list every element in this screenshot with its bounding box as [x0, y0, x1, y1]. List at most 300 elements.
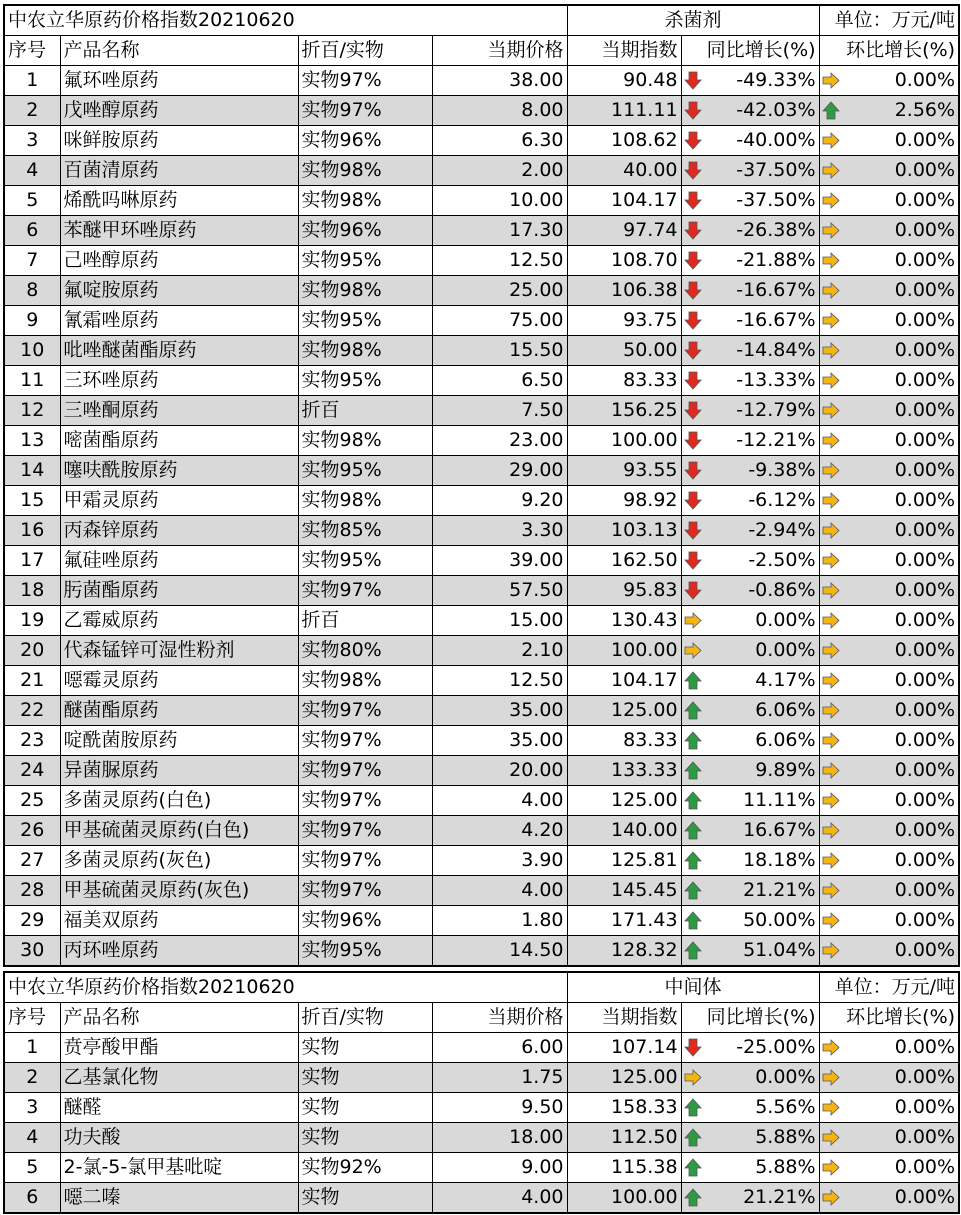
arrow-flat-icon [822, 851, 840, 870]
mom-value: 0.00% [894, 399, 956, 421]
cell-spec: 实物96% [298, 126, 432, 156]
cell-no: 17 [4, 546, 60, 576]
arrow-up-icon [684, 701, 702, 720]
mom-value: 0.00% [894, 939, 956, 961]
cell-spec: 实物97% [298, 726, 432, 756]
yoy-value: -26.38% [736, 219, 816, 241]
arrow-down-icon [684, 251, 702, 270]
cell-spec: 实物98% [298, 336, 432, 366]
table-row [4, 726, 959, 756]
cell-mom [819, 636, 959, 666]
cell-mom [819, 576, 959, 606]
table-row [4, 1093, 959, 1123]
mom-value: 0.00% [894, 879, 956, 901]
cell-index: 111.11 [567, 96, 681, 126]
cell-price: 25.00 [432, 276, 567, 306]
cell-index: 95.83 [567, 576, 681, 606]
arrow-down-icon [684, 131, 702, 150]
cell-spec: 折百 [298, 606, 432, 636]
arrow-flat-icon [822, 701, 840, 720]
mom-value: 0.00% [894, 549, 956, 571]
cell-mom [819, 1123, 959, 1153]
arrow-flat-icon [822, 551, 840, 570]
yoy-value: 51.04% [743, 939, 816, 961]
table-row [4, 1063, 959, 1093]
cell-index: 125.81 [567, 846, 681, 876]
mom-value: 0.00% [894, 69, 956, 91]
cell-index: 171.43 [567, 906, 681, 936]
cell-no: 19 [4, 606, 60, 636]
cell-mom [819, 1093, 959, 1123]
table-row [4, 66, 959, 96]
cell-name: 乙基氯化物 [60, 1063, 298, 1093]
cell-yoy [681, 936, 819, 967]
table-row [4, 1183, 959, 1214]
arrow-flat-icon [822, 581, 840, 600]
cell-yoy [681, 906, 819, 936]
arrow-flat-icon [822, 251, 840, 270]
cell-index: 128.32 [567, 936, 681, 967]
arrow-flat-icon [822, 731, 840, 750]
arrow-flat-icon [822, 1128, 840, 1147]
table-unit: 单位：万元/吨 [819, 972, 959, 1003]
yoy-value: -0.86% [748, 579, 816, 601]
mom-value: 0.00% [894, 429, 956, 451]
table-row [4, 666, 959, 696]
yoy-value: -37.50% [736, 159, 816, 181]
arrow-flat-icon [822, 821, 840, 840]
mom-value: 0.00% [894, 369, 956, 391]
cell-spec: 实物97% [298, 696, 432, 726]
arrow-down-icon [684, 71, 702, 90]
intermediate-price-table [3, 971, 960, 1214]
arrow-flat-icon [822, 1038, 840, 1057]
cell-mom [819, 456, 959, 486]
arrow-flat-icon [822, 461, 840, 480]
table-title: 中农立华原药价格指数20210620 [4, 972, 567, 1003]
table-row [4, 126, 959, 156]
cell-mom [819, 846, 959, 876]
cell-price: 20.00 [432, 756, 567, 786]
cell-index: 130.43 [567, 606, 681, 636]
cell-price: 23.00 [432, 426, 567, 456]
yoy-value: -2.94% [748, 519, 816, 541]
cell-name: 醚菌酯原药 [60, 696, 298, 726]
cell-name: 嘧菌酯原药 [60, 426, 298, 456]
yoy-value: -12.79% [736, 399, 816, 421]
cell-no: 5 [4, 186, 60, 216]
mom-value: 0.00% [894, 519, 956, 541]
table-row [4, 156, 959, 186]
table-body [4, 1033, 959, 1214]
cell-name: 甲基硫菌灵原药(灰色) [60, 876, 298, 906]
cell-price: 14.50 [432, 936, 567, 967]
cell-yoy [681, 1033, 819, 1063]
cell-yoy [681, 696, 819, 726]
header-index: 当期指数 [567, 36, 681, 66]
cell-yoy [681, 516, 819, 546]
mom-value: 0.00% [894, 849, 956, 871]
cell-price: 3.30 [432, 516, 567, 546]
cell-yoy [681, 726, 819, 756]
cell-price: 17.30 [432, 216, 567, 246]
cell-no: 5 [4, 1153, 60, 1183]
cell-price: 4.00 [432, 1183, 567, 1214]
cell-name: 百菌清原药 [60, 156, 298, 186]
cell-spec: 实物 [298, 1093, 432, 1123]
cell-yoy [681, 666, 819, 696]
table-row [4, 816, 959, 846]
cell-no: 14 [4, 456, 60, 486]
mom-value: 2.56% [894, 99, 956, 121]
cell-no: 10 [4, 336, 60, 366]
yoy-value: 9.89% [755, 759, 816, 781]
yoy-value: 50.00% [743, 909, 816, 931]
cell-spec: 实物98% [298, 486, 432, 516]
cell-no: 27 [4, 846, 60, 876]
cell-price: 2.00 [432, 156, 567, 186]
cell-price: 3.90 [432, 846, 567, 876]
cell-mom [819, 1033, 959, 1063]
cell-no: 24 [4, 756, 60, 786]
table-row [4, 246, 959, 276]
mom-value: 0.00% [894, 669, 956, 691]
cell-yoy [681, 396, 819, 426]
cell-spec: 实物85% [298, 516, 432, 546]
cell-no: 25 [4, 786, 60, 816]
mom-value: 0.00% [894, 579, 956, 601]
table-row [4, 786, 959, 816]
cell-spec: 实物 [298, 1033, 432, 1063]
cell-name: 己唑醇原药 [60, 246, 298, 276]
cell-no: 6 [4, 1183, 60, 1214]
cell-spec: 实物95% [298, 246, 432, 276]
cell-price: 35.00 [432, 696, 567, 726]
cell-yoy [681, 1093, 819, 1123]
yoy-value: 21.21% [743, 879, 816, 901]
cell-yoy [681, 276, 819, 306]
arrow-flat-icon [822, 1098, 840, 1117]
table-row [4, 516, 959, 546]
cell-no: 23 [4, 726, 60, 756]
table-row [4, 1033, 959, 1063]
mom-value: 0.00% [894, 1126, 956, 1148]
cell-name: 三唑酮原药 [60, 396, 298, 426]
cell-spec: 实物98% [298, 276, 432, 306]
arrow-flat-icon [822, 401, 840, 420]
arrow-down-icon [684, 1038, 702, 1057]
cell-index: 158.33 [567, 1093, 681, 1123]
cell-no: 21 [4, 666, 60, 696]
cell-mom [819, 756, 959, 786]
mom-value: 0.00% [894, 279, 956, 301]
cell-no: 15 [4, 486, 60, 516]
arrow-up-icon [684, 761, 702, 780]
cell-name: 氟硅唑原药 [60, 546, 298, 576]
arrow-up-icon [684, 1188, 702, 1207]
cell-yoy [681, 636, 819, 666]
cell-yoy [681, 336, 819, 366]
table-title: 中农立华原药价格指数20210620 [4, 5, 567, 36]
mom-value: 0.00% [894, 459, 956, 481]
arrow-flat-icon [822, 791, 840, 810]
cell-spec: 实物96% [298, 216, 432, 246]
cell-name: 贲亭酸甲酯 [60, 1033, 298, 1063]
cell-yoy [681, 186, 819, 216]
header-spec: 折百/实物 [298, 1003, 432, 1033]
cell-price: 10.00 [432, 186, 567, 216]
cell-spec: 实物95% [298, 456, 432, 486]
mom-value: 0.00% [894, 1156, 956, 1178]
yoy-value: -37.50% [736, 189, 816, 211]
cell-price: 9.20 [432, 486, 567, 516]
arrow-flat-icon [822, 941, 840, 960]
arrow-flat-icon [822, 1158, 840, 1177]
cell-name: 福美双原药 [60, 906, 298, 936]
cell-mom [819, 906, 959, 936]
mom-value: 0.00% [894, 639, 956, 661]
cell-spec: 实物97% [298, 876, 432, 906]
cell-spec: 实物98% [298, 156, 432, 186]
mom-value: 0.00% [894, 189, 956, 211]
column-header-row [4, 1003, 959, 1033]
cell-price: 6.30 [432, 126, 567, 156]
cell-index: 104.17 [567, 666, 681, 696]
arrow-down-icon [684, 281, 702, 300]
cell-yoy [681, 576, 819, 606]
cell-no: 22 [4, 696, 60, 726]
cell-name: 丙森锌原药 [60, 516, 298, 546]
yoy-value: -16.67% [736, 309, 816, 331]
cell-name: 氟环唑原药 [60, 66, 298, 96]
cell-name: 啶酰菌胺原药 [60, 726, 298, 756]
cell-name: 吡唑醚菌酯原药 [60, 336, 298, 366]
arrow-flat-icon [822, 491, 840, 510]
cell-mom [819, 366, 959, 396]
table-row [4, 426, 959, 456]
yoy-value: 0.00% [755, 609, 816, 631]
table-row [4, 276, 959, 306]
cell-mom [819, 486, 959, 516]
cell-index: 106.38 [567, 276, 681, 306]
header-name: 产品名称 [60, 1003, 298, 1033]
arrow-flat-icon [822, 431, 840, 450]
mom-value: 0.00% [894, 489, 956, 511]
cell-price: 35.00 [432, 726, 567, 756]
header-mom: 环比增长(%) [819, 1003, 959, 1033]
table-unit: 单位：万元/吨 [819, 5, 959, 36]
cell-index: 125.00 [567, 696, 681, 726]
cell-spec: 实物98% [298, 426, 432, 456]
cell-spec: 实物95% [298, 366, 432, 396]
yoy-value: -6.12% [748, 489, 816, 511]
cell-mom [819, 246, 959, 276]
cell-no: 20 [4, 636, 60, 666]
table-title-row [4, 972, 959, 1003]
cell-no: 8 [4, 276, 60, 306]
arrow-flat-icon [822, 611, 840, 630]
cell-name: 多菌灵原药(白色) [60, 786, 298, 816]
cell-name: 代森锰锌可湿性粉剂 [60, 636, 298, 666]
yoy-value: 5.56% [755, 1096, 816, 1118]
cell-name: 甲基硫菌灵原药(白色) [60, 816, 298, 846]
cell-no: 7 [4, 246, 60, 276]
arrow-up-icon [684, 911, 702, 930]
cell-mom [819, 156, 959, 186]
cell-mom [819, 666, 959, 696]
cell-name: 多菌灵原药(灰色) [60, 846, 298, 876]
arrow-flat-icon [822, 221, 840, 240]
cell-price: 29.00 [432, 456, 567, 486]
header-no: 序号 [4, 36, 60, 66]
cell-mom [819, 696, 959, 726]
cell-spec: 实物 [298, 1183, 432, 1214]
yoy-value: 21.21% [743, 1186, 816, 1208]
cell-yoy [681, 816, 819, 846]
cell-no: 4 [4, 1123, 60, 1153]
arrow-flat-icon [684, 611, 702, 630]
arrow-down-icon [684, 101, 702, 120]
cell-yoy [681, 216, 819, 246]
arrow-up-icon [684, 941, 702, 960]
cell-mom [819, 336, 959, 366]
cell-index: 140.00 [567, 816, 681, 846]
arrow-down-icon [684, 191, 702, 210]
cell-yoy [681, 1063, 819, 1093]
yoy-value: 11.11% [743, 789, 816, 811]
fungicide-price-table [3, 4, 960, 967]
arrow-up-icon [684, 881, 702, 900]
table-row [4, 906, 959, 936]
cell-price: 9.00 [432, 1153, 567, 1183]
table-row [4, 546, 959, 576]
table-title-row [4, 5, 959, 36]
cell-no: 4 [4, 156, 60, 186]
arrow-down-icon [684, 491, 702, 510]
cell-mom [819, 936, 959, 967]
cell-spec: 实物95% [298, 306, 432, 336]
cell-yoy [681, 756, 819, 786]
cell-no: 3 [4, 126, 60, 156]
cell-price: 4.00 [432, 876, 567, 906]
header-no: 序号 [4, 1003, 60, 1033]
mom-value: 0.00% [894, 129, 956, 151]
cell-no: 12 [4, 396, 60, 426]
cell-index: 97.74 [567, 216, 681, 246]
cell-mom [819, 396, 959, 426]
cell-spec: 实物98% [298, 666, 432, 696]
arrow-flat-icon [822, 341, 840, 360]
cell-yoy [681, 1153, 819, 1183]
cell-mom [819, 516, 959, 546]
cell-spec: 实物96% [298, 906, 432, 936]
cell-price: 2.10 [432, 636, 567, 666]
cell-index: 104.17 [567, 186, 681, 216]
cell-no: 13 [4, 426, 60, 456]
cell-mom [819, 66, 959, 96]
cell-price: 1.80 [432, 906, 567, 936]
cell-index: 107.14 [567, 1033, 681, 1063]
cell-mom [819, 216, 959, 246]
arrow-down-icon [684, 461, 702, 480]
cell-mom [819, 186, 959, 216]
cell-name: 异菌脲原药 [60, 756, 298, 786]
cell-name: 乙霉威原药 [60, 606, 298, 636]
cell-index: 50.00 [567, 336, 681, 366]
table-row [4, 606, 959, 636]
cell-no: 18 [4, 576, 60, 606]
table-row [4, 1123, 959, 1153]
mom-value: 0.00% [894, 699, 956, 721]
cell-price: 7.50 [432, 396, 567, 426]
cell-spec: 折百 [298, 396, 432, 426]
cell-index: 40.00 [567, 156, 681, 186]
cell-no: 3 [4, 1093, 60, 1123]
arrow-up-icon [684, 731, 702, 750]
cell-price: 6.50 [432, 366, 567, 396]
arrow-down-icon [684, 521, 702, 540]
mom-value: 0.00% [894, 309, 956, 331]
arrow-down-icon [684, 551, 702, 570]
table-row [4, 366, 959, 396]
cell-index: 108.70 [567, 246, 681, 276]
arrow-up-icon [684, 1158, 702, 1177]
cell-name: 2-氯-5-氯甲基吡啶 [60, 1153, 298, 1183]
cell-index: 125.00 [567, 1063, 681, 1093]
cell-index: 156.25 [567, 396, 681, 426]
cell-mom [819, 306, 959, 336]
mom-value: 0.00% [894, 759, 956, 781]
cell-price: 15.50 [432, 336, 567, 366]
mom-value: 0.00% [894, 1186, 956, 1208]
cell-no: 30 [4, 936, 60, 967]
yoy-value: -25.00% [736, 1036, 816, 1058]
arrow-down-icon [684, 311, 702, 330]
arrow-down-icon [684, 401, 702, 420]
arrow-up-icon [684, 1098, 702, 1117]
cell-yoy [681, 426, 819, 456]
cell-yoy [681, 306, 819, 336]
header-index: 当期指数 [567, 1003, 681, 1033]
cell-spec: 实物97% [298, 786, 432, 816]
arrow-flat-icon [684, 641, 702, 660]
arrow-flat-icon [822, 521, 840, 540]
yoy-value: -40.00% [736, 129, 816, 151]
cell-index: 93.55 [567, 456, 681, 486]
header-spec: 折百/实物 [298, 36, 432, 66]
cell-mom [819, 276, 959, 306]
cell-yoy [681, 246, 819, 276]
arrow-flat-icon [822, 71, 840, 90]
arrow-up-icon [684, 821, 702, 840]
table-body [4, 66, 959, 967]
mom-value: 0.00% [894, 339, 956, 361]
cell-no: 1 [4, 66, 60, 96]
cell-price: 39.00 [432, 546, 567, 576]
yoy-value: 6.06% [755, 699, 816, 721]
mom-value: 0.00% [894, 1036, 956, 1058]
arrow-flat-icon [822, 671, 840, 690]
cell-name: 咪鲜胺原药 [60, 126, 298, 156]
cell-price: 38.00 [432, 66, 567, 96]
cell-index: 83.33 [567, 366, 681, 396]
table-row [4, 756, 959, 786]
cell-spec: 实物 [298, 1063, 432, 1093]
cell-index: 115.38 [567, 1153, 681, 1183]
cell-spec: 实物92% [298, 1153, 432, 1183]
cell-yoy [681, 456, 819, 486]
cell-yoy [681, 786, 819, 816]
